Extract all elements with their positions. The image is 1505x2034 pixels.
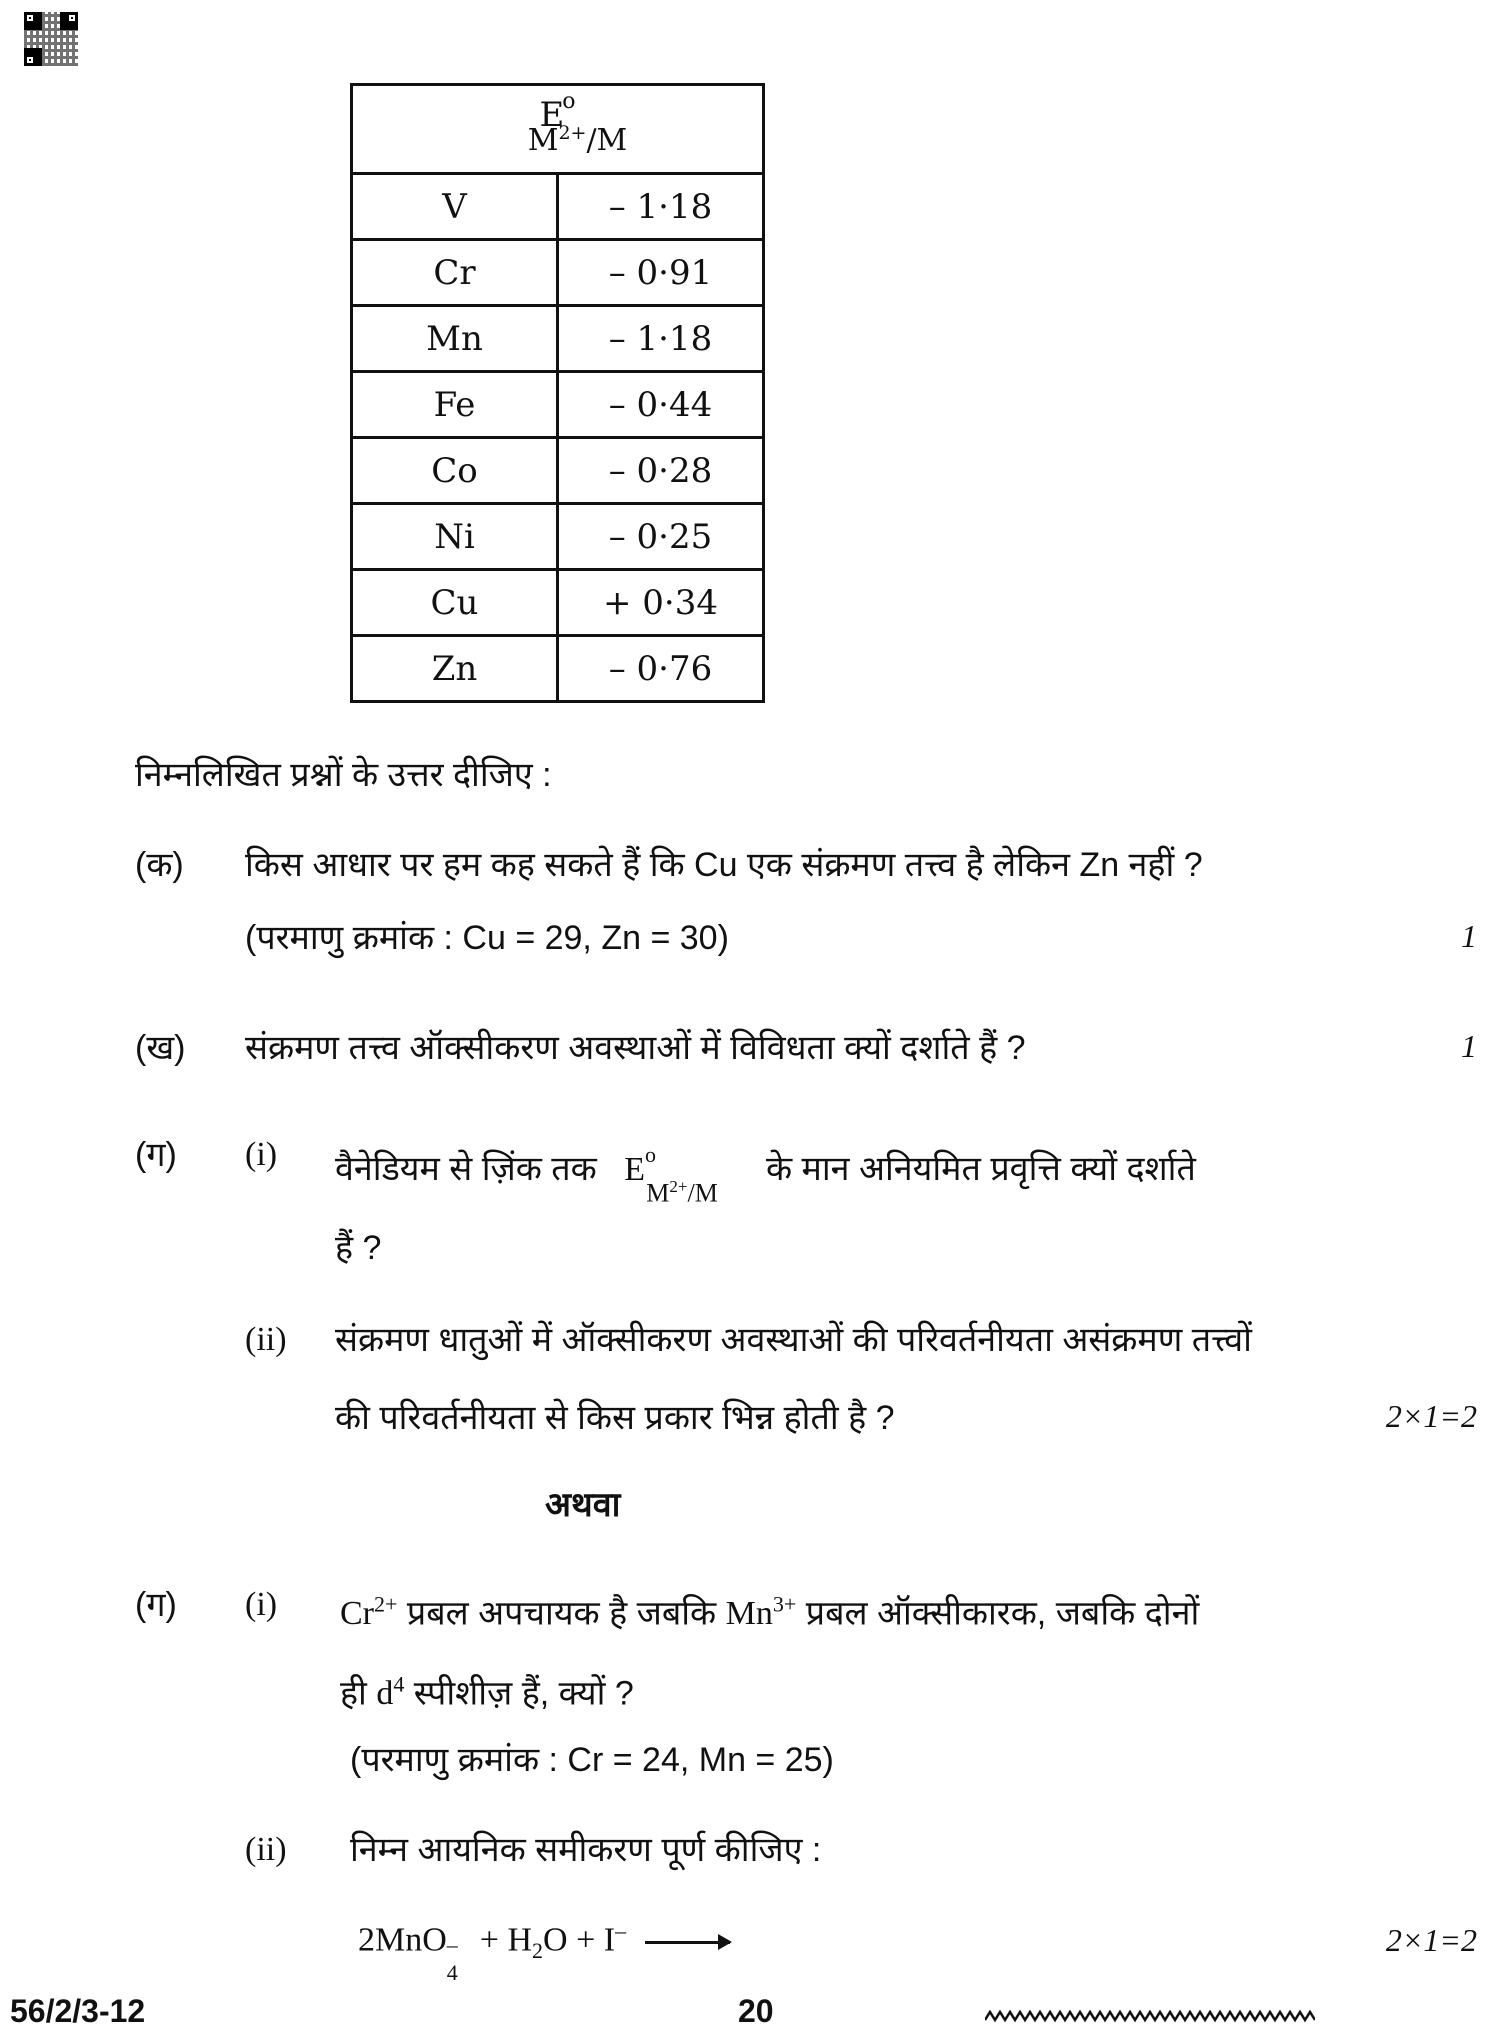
- electrode-potential-table: [350, 83, 765, 703]
- cr-symbol: Cr: [340, 1595, 374, 1633]
- question-ka-line2: (परमाणु क्रमांक : Cu = 29, Zn = 30): [245, 919, 729, 957]
- text-segment: प्रबल ऑक्सीकारक, जबकि दोनों: [805, 1594, 1200, 1633]
- table-row: [352, 504, 764, 570]
- element-cell: Cr: [352, 240, 558, 306]
- value-cell: – 0·28: [558, 438, 764, 504]
- element-cell: Fe: [352, 372, 558, 438]
- marks-ga-alt: 2×1=2: [1385, 1922, 1477, 1958]
- d4-configuration: [376, 1672, 405, 1713]
- question-ga-alt-ii-line1: निम्न आयनिक समीकरण पूर्ण कीजिए :: [350, 1831, 822, 1869]
- sub-base: M: [527, 123, 559, 158]
- sub-tail: /M: [586, 123, 628, 158]
- e-subscript: [646, 1167, 718, 1214]
- e-subscript: [528, 124, 628, 156]
- qr-code-icon: [24, 12, 78, 66]
- e-superscript: o: [645, 1142, 657, 1167]
- eq-iodide: O + I: [543, 1921, 616, 1959]
- question-ga-i-line1: [335, 1135, 1196, 1208]
- value-cell: – 0·76: [558, 636, 764, 702]
- table-row: [352, 306, 764, 372]
- or-label: अथवा: [545, 1486, 621, 1524]
- table-row: [352, 438, 764, 504]
- question-label-kha: (ख): [135, 1029, 186, 1067]
- question-ga-alt-i-line1: [340, 1585, 1199, 1634]
- question-kha-line1: संक्रमण तत्त्व ऑक्सीकरण अवस्थाओं में विविधता क्यों दर्शाते हैं ?: [245, 1029, 1026, 1067]
- table-row: [352, 174, 764, 240]
- element-cell: Cu: [352, 570, 558, 636]
- question-label-ga: (ग): [135, 1136, 177, 1174]
- text-segment: प्रबल अपचायक है जबकि: [406, 1594, 717, 1633]
- value-cell: – 0·44: [558, 372, 764, 438]
- text-segment: स्पीशीज़ हैं, क्यों ?: [413, 1674, 634, 1713]
- subquestion-label-alt-ii: (ii): [245, 1831, 287, 1868]
- cr-charge: 2+: [374, 1592, 398, 1617]
- ionic-equation: [358, 1918, 730, 1986]
- chromium-ion: [340, 1592, 398, 1633]
- sub-base: M: [646, 1178, 670, 1208]
- eq-h2o-sub: 2: [532, 1938, 544, 1964]
- table-header-row: [352, 85, 764, 174]
- sub-tail: /M: [687, 1178, 718, 1208]
- e-symbol: E: [539, 95, 565, 135]
- electrode-potential-symbol: [624, 1135, 734, 1208]
- table-header: [352, 85, 764, 174]
- text-segment: वैनेडियम से ज़िंक तक: [335, 1150, 597, 1188]
- element-cell: Zn: [352, 636, 558, 702]
- d-superscript: 4: [393, 1672, 405, 1697]
- instruction-text: निम्नलिखित प्रश्नों के उत्तर दीजिए :: [135, 756, 552, 794]
- eq-mno4-sub: 4: [446, 1960, 458, 1986]
- value-cell: – 1·18: [558, 306, 764, 372]
- question-ka-line1: किस आधार पर हम कह सकते हैं कि Cu एक संक्रमण तत्त्व है लेकिन Zn नहीं ?: [245, 846, 1203, 884]
- eq-iodide-charge: –: [615, 1918, 627, 1943]
- subquestion-label-i: (i): [245, 1136, 278, 1173]
- value-cell: – 0·91: [558, 240, 764, 306]
- value-cell: – 1·18: [558, 174, 764, 240]
- question-ga-ii-line1: संक्रमण धातुओं में ऑक्सीकरण अवस्थाओं की परिवर्तनीयता असंक्रमण तत्त्वों: [335, 1321, 1252, 1359]
- text-segment: के मान अनियमित प्रवृत्ति क्यों दर्शाते: [765, 1150, 1196, 1188]
- element-cell: Mn: [352, 306, 558, 372]
- element-cell: V: [352, 174, 558, 240]
- reaction-arrow-icon: [645, 1941, 730, 1944]
- value-cell: + 0·34: [558, 570, 764, 636]
- wavy-line-icon: [985, 2008, 1315, 2024]
- element-cell: Ni: [352, 504, 558, 570]
- question-ga-alt-i-line2: [340, 1665, 634, 1714]
- table-row: [352, 570, 764, 636]
- marks-ga: 2×1=2: [1385, 1398, 1477, 1434]
- e-superscript: o: [562, 89, 576, 114]
- question-label-ga-alt: (ग): [135, 1586, 177, 1624]
- marks-kha: 1: [1461, 1028, 1477, 1064]
- d-symbol: d: [376, 1675, 394, 1713]
- mn-symbol: Mn: [725, 1595, 773, 1633]
- table-row: [352, 636, 764, 702]
- marks-ka: 1: [1461, 918, 1477, 954]
- mn-charge: 3+: [772, 1592, 797, 1617]
- subquestion-label-ii: (ii): [245, 1321, 287, 1358]
- element-cell: Co: [352, 438, 558, 504]
- page-number: 20: [738, 1993, 774, 2029]
- manganese-ion: [725, 1592, 797, 1633]
- subquestion-label-alt-i: (i): [245, 1586, 278, 1623]
- text-segment: ही: [340, 1674, 367, 1713]
- question-ga-i-line2: हैं ?: [335, 1229, 382, 1267]
- question-label-ka: (क): [135, 846, 184, 884]
- value-cell: – 0·25: [558, 504, 764, 570]
- table-row: [352, 372, 764, 438]
- paper-code: 56/2/3-12: [10, 1993, 146, 2029]
- sub-charge: 2+: [669, 1177, 688, 1196]
- question-ga-alt-i-line3: (परमाणु क्रमांक : Cr = 24, Mn = 25): [350, 1741, 834, 1779]
- eq-mno4-sup: –: [446, 1932, 458, 1958]
- eq-h2o: + H: [479, 1921, 533, 1959]
- e-symbol: E: [624, 1151, 646, 1188]
- eq-mno4: 2MnO: [358, 1921, 447, 1959]
- question-ga-ii-line2: की परिवर्तनीयता से किस प्रकार भिन्न होती है ?: [335, 1399, 895, 1437]
- sub-charge: 2+: [558, 122, 587, 144]
- table-row: [352, 240, 764, 306]
